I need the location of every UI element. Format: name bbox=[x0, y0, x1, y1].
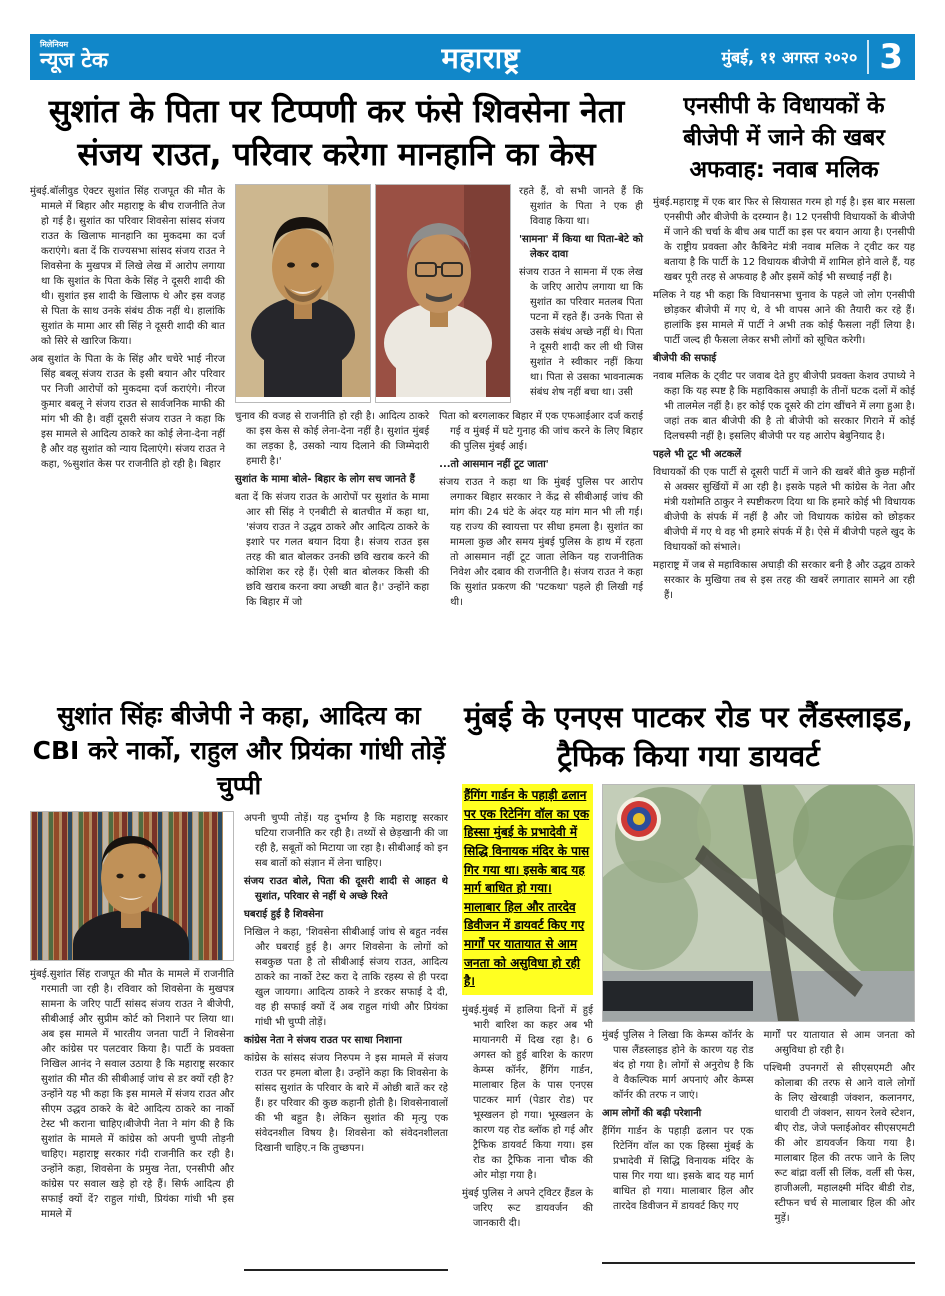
paragraph: मुंबई.महाराष्ट्र में एक बार फिर से सियासत गरम हो गई है। इस बार मसला एनसीपी और बीजेपी के दरम्यान है। 12 एनसीपी विधायकों के बीजेपी में जाने की चर्चा के बीच अब पार्टी का इस पर बयान आया है। एनसीपी के राष्ट्रीय प्रवक्ता और कैबिनेट मंत्री नवाब मलिक ने ट्वीट कर यह बताया है कि पार्टी के 12 विधायक बीजेपी में शामिल होने वाले हैं, यह खबर पूरी तरह से अफवाह है और इसमें कोई भी सच्चाई नहीं है। bbox=[653, 196, 915, 283]
masthead-brand bbox=[30, 34, 240, 80]
top-section bbox=[30, 90, 915, 690]
subheading: कांग्रेस नेता ने संजय राउत पर साधा निशाना bbox=[244, 1035, 402, 1046]
paragraph: मलिक ने यह भी कहा कि विधानसभा चुनाव के पहले जो लोग एनसीपी छोड़कर बीजेपी में गए थे, वे भी वापस आने की तैयारी कर रहे हैं। हालांकि इस मामले में पार्टी ने अभी तक कोई फैसला नहीं लिया है। पार्टी जल्द ही फैसला लेकर सभी लोगों को सूचित करेगी। bbox=[653, 289, 915, 346]
paragraph: अपनी चुप्पी तोड़ें। यह दुर्भाग्य है कि महाराष्ट्र सरकार घटिया राजनीति कर रही है। तथ्यों से छेड़खानी की जा रही है, सबूतों को मिटाया जा रहा है। सीबीआई को इन सब बातों को संज्ञान में लेना चाहिए। bbox=[244, 813, 448, 869]
paragraph: पश्चिमी उपनगरों से सीएसएमटी और कोलाबा की तरफ से आने वाले लोगों के लिए खेरबाड़ी जंक्शन, कलानगर, धारावी टी जंक्शन, सायन रेलवे स्टेशन, बीए रोड, जेजे फ्लाईओवर सीएसएमटी की ओर डायवर्जन किया गया है। मालाबार हिल की तरफ जाने के लिए रूट बांद्रा वर्ली सी लिंक, वर्ली सी फेस, हाजीअली, महालक्ष्मी मंदिर बीडी रोड, स्टीफन चर्च से मालाबार हिल की ओर मुड़ें। bbox=[763, 1063, 915, 1225]
masthead-meta bbox=[721, 34, 915, 80]
article-right-block bbox=[235, 184, 643, 613]
paragraph: अब सुशांत के पिता के के सिंह और चचेरे भाई नीरज सिंह बबलू संजय राउत के इसी बयान और परिवार पर निजी आरोपों को मुकदमा दर्ज कराएंगे। नीरज कुमार बबलू ने संजय राउत से सार्वजनिक माफी की मांग भी की है। वहीं दूसरी संजय राउत ने कहा कि इस मामले से आदित्य ठाकरे का कोई लेना-देना नहीं है और वह सुशांत को न्याय दिलाएंगे। संजय राउत ने कहा, %सुशांत केस पर राजनीति हो रही है। बिहार bbox=[30, 354, 225, 471]
article-headline: मुंबई के एनएस पाटकर रोड पर लैंडस्लाइड, ट्रैफिक किया गया डायवर्ट bbox=[463, 700, 914, 774]
article-body bbox=[462, 784, 915, 1264]
paragraph: रहते हैं, वो सभी जानते हैं कि सुशांत के पिता ने एक ही विवाह किया था। bbox=[519, 186, 643, 228]
paragraph: कांग्रेस के सांसद संजय निरुपम ने इस मामले में संजय राउत पर हमला बोला है। उन्होंने कहा कि शिवसेना के सांसद सुशांत के परिवार के बारे में ओछी बातें कर रहे हैं। हर परिवार की कुछ कहानी होती है। शिवसेनावालों की भी बहुत है। लेकिन सुशांत की मृत्यु एक संवेदनशील विषय है। शिवसेना को संवेदनशीलता दिखानी चाहिए.न कि तुच्छपन। bbox=[244, 1053, 448, 1154]
article-bjp-narco bbox=[30, 698, 448, 1290]
photo-sanjay-raut-illustration bbox=[376, 185, 510, 397]
photo-sushant-bookshelf-illustration bbox=[31, 812, 223, 960]
paragraph: निखिल ने कहा, 'शिवसेना सीबीआई जांच से बहुत नर्वस और घबराई हुई है। अगर शिवसेना के लोगों को सबकुछ पता है तो सीबीआई संजय राउत, आदित्य ठाकरे का नार्को टेस्ट करा दे ताकि रहस्य से ही परदा खुल जायगा। आदित्य ठाकरे ने डरकर सफाई दे दी, वह ही सफाई क्यों दें अब राहुल गांधी और प्रियंका गांधी भी चुप्पी तोड़ें। bbox=[244, 927, 448, 1028]
paragraph: बता दें कि संजय राउत के आरोपों पर सुशांत के मामा आर सी सिंह ने एनबीटी से बातचीत में कहा था, 'संजय राउत ने उद्धव ठाकरे और आदित्य ठाकरे के इशारे पर गलत बयान दिया है। संजय राउत इस तरह की बात बोलकर उनकी छवि खराब करने की कोशिश कर रहे हैं। ऐसी बात बोलकर किसी की छवि खराब करना क्या अच्छी बात है।' उन्होंने कहा कि बिहार में जो bbox=[235, 492, 430, 609]
article-column bbox=[764, 1028, 916, 1262]
article-body bbox=[30, 184, 643, 613]
photo-landslide bbox=[602, 784, 915, 1022]
page-content bbox=[30, 90, 915, 1290]
subheading: 'सामना' में किया था पिता-बेटे को लेकर दावा bbox=[519, 234, 643, 261]
article-landslide bbox=[462, 698, 915, 1290]
subheading: बीजेपी की सफाई bbox=[653, 352, 717, 364]
article-sushant-defamation bbox=[30, 90, 643, 690]
paragraph: मुंबई.मुंबई में हालिया दिनों में हुई भारी बारिश का कहर अब भी मायानगरी में दिख रहा है। 6 अगस्त को हुई बारिश के कारण केम्प्स कॉर्नर, हैंगिंग गार्डन, मालाबार हिल के पास एनएस पाटकर मार्ग (पेडार रोड) पर भूस्खलन हो गया। भूस्खलन के कारण यह रोड ब्लॉक हो गई और ट्रैफिक डायवर्ट किया गया। इस रोड का ट्रैफिक नाना चौक की ओर मोड़ा गया है। bbox=[462, 1004, 593, 1181]
paragraph: संजय राउत ने कहा था कि मुंबई पुलिस पर आरोप लगाकर बिहार सरकार ने केंद्र से सीबीआई जांच की मांग की। 24 घंटे के अंदर यह मांग मान भी ली गई। यह राज्य की स्वायत्ता पर सीधा हमला है। सुशांत का मामला कुछ और समय मुंबई पुलिस के हाथ में रहता तो आसमान नहीं टूट जाता लेकिन यह राजनीतिक निवेश और दबाव की राजनीति है। संजय राउत ने कहा कि सुशांत प्रकरण की 'पटकथा' पहले ही लिखी गई थी। bbox=[439, 477, 643, 609]
paragraph: नवाब मलिक के ट्वीट पर जवाब देते हुए बीजेपी प्रवक्ता केशव उपाध्ये ने कहा कि यह स्पष्ट है कि महाविकास अघाड़ी के तीनों घटक दलों में कोई भी तालमेल नहीं है। हर कोई एक दूसरे की टांग खींचने में लगा हुआ है। जहां तक बात बीजेपी की है तो बीजेपी को सरकार गिराने में कोई दिलचस्पी नहीं है। इसलिए बीजेपी पर यह आरोप बेबुनियाद है। bbox=[653, 370, 915, 442]
paragraph: महाराष्ट्र में जब से महाविकास अघाड़ी की सरकार बनी है और उद्धव ठाकरे सरकार के मुखिया तब से इस तरह की खबरें लगातार सामने आ रही हैं। bbox=[653, 559, 915, 601]
photo-sushant-rajput-illustration bbox=[236, 185, 370, 397]
bottom-section bbox=[30, 698, 915, 1290]
paragraph: मार्गों पर यातायात से आम जनता को असुविधा हो रही है। bbox=[763, 1030, 915, 1057]
paragraph: संजय राउत ने सामना में एक लेख के जरिए आरोप लगाया था कि सुशांत का परिवार मतलब पिता पटना में रहते हैं। उनके पिता से उसके संबंध अच्छे नहीं थे। पिता ने दूसरी शादी कर ली थी जिस सुशांत ने स्वीकार नहीं किया था। पिता से उसका भावनात्मक संबंध शेष नहीं बचा था। उसी bbox=[519, 267, 643, 399]
article-column bbox=[30, 811, 234, 1271]
photo-sanjay-raut bbox=[375, 184, 511, 403]
brand-tagline: मिलेनियम bbox=[40, 40, 69, 50]
photo-landslide-illustration bbox=[603, 785, 914, 1021]
article-right-block bbox=[602, 784, 915, 1264]
article-column bbox=[235, 409, 429, 613]
article-headline: एनसीपी के विधायकों के बीजेपी में जाने की खबर अफवाह: नवाब मलिक bbox=[683, 93, 885, 184]
paragraph: पिता को बरगलाकर बिहार में एक एफआईआर दर्ज कराई गई व मुंबई में घटे गुनाह की जांच करने के लिए बिहार की पुलिस मुंबई आई। bbox=[439, 411, 643, 453]
article-column bbox=[602, 1028, 754, 1262]
photo-sushant-rajput bbox=[235, 184, 371, 403]
highlighted-summary: हैंगिंग गार्डन के पहाड़ी ढलान पर एक रिटेनिंग वॉल का एक हिस्सा मुंबई के प्रभादेवी में सिद्धि विनायक मंदिर के पास गिर गया था। इसके बाद यह मार्ग बाधित हो गया। मालाबार हिल और तारदेव डिवीजन में डायवर्ट किए गए मार्गों पर यातायात से आम जनता को असुविधा हो रही है। bbox=[462, 784, 593, 995]
page-number: 3 bbox=[879, 37, 903, 77]
subheading: ...तो आसमान नहीं टूट जाता' bbox=[439, 459, 549, 471]
edition-dateline: मुंबई, ११ अगस्त २०२० bbox=[721, 48, 858, 67]
paragraph: हैंगिंग गार्डन के पहाड़ी ढलान पर एक रिटेनिंग वॉल का एक हिस्सा मुंबई के प्रभादेवी में सिद्धि विनायक मंदिर के पास गिर गया था। इसके बाद यह मार्ग बाधित हो गया। मालाबार हिल और तारदेव डिवीजन में डायवर्ट किए गए bbox=[602, 1126, 754, 1213]
subheading: घबराई हुई है शिवसेना bbox=[244, 909, 324, 920]
paragraph: विधायकों की एक पार्टी से दूसरी पार्टी में जाने की खबरें बीते कुछ महीनों से अक्सर सुर्खियों में आ रही है। इसके पहले भी कांग्रेस के नेता और मंत्री यशोमति ठाकुर ने स्पष्टीकरण दिया था कि हमारे कोई भी विधायक बीजेपी के संपर्क में नहीं है और जो विधायक कांग्रेस को छोड़कर बीजेपी में गए थे वह भी हमारे संपर्क में है। ऐसे में बीजेपी पहले खुद के विधायकों को संभाले। bbox=[653, 466, 915, 553]
article-column bbox=[439, 409, 643, 613]
article-column bbox=[462, 784, 593, 1264]
masthead-divider bbox=[867, 40, 869, 74]
subheading: आम लोगों की बढ़ी परेशानी bbox=[602, 1108, 702, 1120]
section-title: महाराष्ट्र bbox=[441, 40, 521, 75]
subheading: सुशांत के मामा बोले- बिहार के लोग सच जानते हैं bbox=[235, 474, 415, 486]
brand-name: न्यूज टेक bbox=[40, 48, 108, 73]
article-lower-columns bbox=[235, 409, 643, 613]
paragraph: मुंबई.बॉलीवुड ऐक्टर सुशांत सिंह राजपूत की मौत के मामले में बिहार और महाराष्ट्र के बीच राजनीति तेज हो गई है। सुशांत का परिवार शिवसेना सांसद संजय राउत के खिलाफ मानहानि का मुकदमा का दर्ज कराएंगे। बता दें कि राज्यसभा सांसद संजय राउत ने शिवसेना के मुखपत्र में लिखे लेख में आरोप लगाया था कि सुशांत के पिता केके सिंह ने दूसरी शादी की थी। सुशांत इस शादी के खिलाफ थे और इस वजह से पिता के साथ उनके संबंध ठीक नहीं थे। हालांकि सुशांत के मामा आर सी सिंह ने दूसरी शादी की बात को सिरे से खारिज किया। bbox=[30, 186, 225, 348]
subheading: पहले भी टूट भी अटकलें bbox=[653, 448, 742, 460]
article-column bbox=[244, 811, 448, 1271]
paragraph: मुंबई पुलिस ने लिखा कि केम्प्स कॉर्नर के पास लैंडस्लाइड होने के कारण यह रोड बंद हो गया है। लोगों से अनुरोध है कि वे वैकल्पिक मार्ग अपनाएं और केम्प्स कॉर्नर की तरफ न जाएं। bbox=[602, 1030, 754, 1102]
article-lower-columns bbox=[602, 1028, 915, 1264]
standfirst: संजय राउत बोले, पिता की दूसरी शादी से आहत थे सुशांत, परिवार से नहीं थे अच्छे रिश्ते bbox=[244, 876, 448, 902]
paragraph: मुंबई.सुशांत सिंह राजपूत की मौत के मामले में राजनीति गरमाती जा रही है। रविवार को शिवसेना के मुखपत्र सामना के जरिए पार्टी सांसद संजय राउत ने बीजेपी, सीबीआई और सुप्रीम कोर्ट को निशाने पर लिया था। अब इस मामले में भारतीय जनता पार्टी ने शिवसेना और कांग्रेस पर पलटवार किया है। पार्टी के प्रवक्ता निखिल आनंद ने सवाल उठाया है कि महाराष्ट्र सरकार सुशांत की मौत की सीबीआई जांच से डर क्यों रही है? उन्होंने यह भी कहा कि इस मामले में संजय राउत और सीएम उद्धव ठाकरे के बेटे आदित्य ठाकरे का नार्को टेस्ट भी कराना चाहिए।बीजेपी नेता ने मांग की है कि सुशांत के मामले में कांग्रेस को अपनी चुप्पी तोड़नी चाहिए। महाराष्ट्र सरकार गंदी राजनीति कर रही है। उन्होंने कहा, शिवसेना के प्रमुख नेता, एनसीपी और कांग्रेस पर सवाल खड़े हो रहे हैं। सिर्फ आदित्य ही सफाई क्यों दें? राहुल गांधी, प्रियंका गांधी भी इस मामले में bbox=[30, 969, 234, 1220]
article-column bbox=[519, 184, 643, 403]
paragraph: चुनाव की वजह से राजनीति हो रही है। आदित्य ठाकरे का इस केस से कोई लेना-देना नहीं है। सुशांत मुंबई का लड़का है, उसको न्याय दिलाने की जिम्मेदारी हमारी है।' bbox=[235, 411, 430, 468]
article-body bbox=[30, 811, 448, 1271]
article-headline: सुशांत के पिता पर टिप्पणी कर फंसे शिवसेना नेता संजय राउत, परिवार करेगा मानहानि का केस bbox=[48, 92, 625, 174]
article-column bbox=[30, 184, 225, 613]
masthead bbox=[30, 34, 915, 80]
photo-row bbox=[235, 184, 643, 403]
article-ncp-rumour bbox=[653, 90, 915, 690]
paragraph: मुंबई पुलिस ने अपने ट्विटर हैंडल के जरिए रूट डायवर्जन की जानकारी दी। bbox=[462, 1187, 593, 1229]
police-logo-badge bbox=[617, 797, 661, 841]
article-headline: सुशांत सिंहः बीजेपी ने कहा, आदित्य का CBI करे नार्को, राहुल और प्रियंका गांधी तोड़ें चुप्पी bbox=[32, 701, 446, 800]
photo-sushant-bookshelf bbox=[30, 811, 234, 961]
photo-pair bbox=[235, 184, 511, 403]
